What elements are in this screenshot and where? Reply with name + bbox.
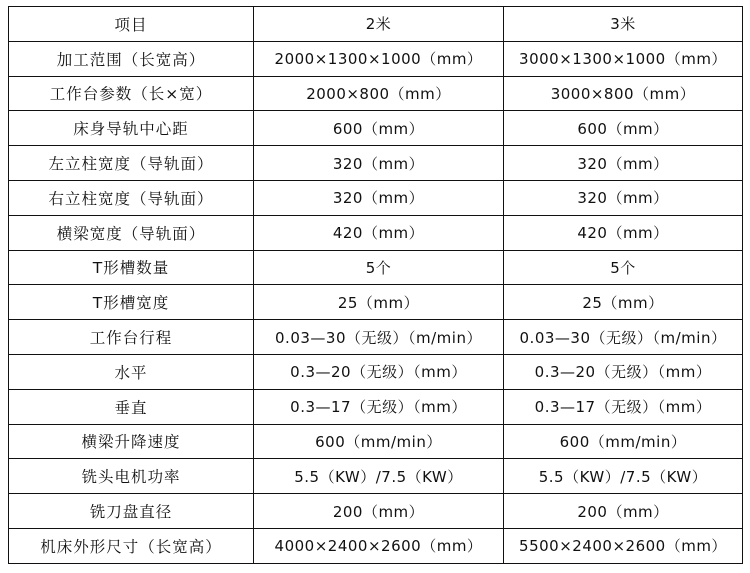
value-2m: 0.03—30（无级）（m/min）	[254, 320, 504, 355]
header-3m: 3米	[504, 7, 743, 42]
row-label: 工作台参数（长×宽）	[9, 76, 254, 111]
table-row	[9, 180, 743, 215]
value-2m: 25（mm）	[254, 285, 504, 320]
row-label: 加工范围（长宽高）	[9, 41, 254, 76]
value-3m: 0.03—30（无级）（m/min）	[504, 320, 743, 355]
value-3m: 5500×2400×2600（mm）	[504, 528, 743, 563]
table-row	[9, 285, 743, 320]
value-3m: 3000×800（mm）	[504, 76, 743, 111]
value-2m: 200（mm）	[254, 494, 504, 529]
row-label: 铣刀盘直径	[9, 494, 254, 529]
row-label: 铣头电机功率	[9, 459, 254, 494]
value-3m: 320（mm）	[504, 146, 743, 181]
value-2m: 0.3—17（无级）（mm）	[254, 389, 504, 424]
table-row	[9, 459, 743, 494]
table-row	[9, 111, 743, 146]
row-label: 横梁升降速度	[9, 424, 254, 459]
value-3m: 3000×1300×1000（mm）	[504, 41, 743, 76]
value-2m: 5个	[254, 250, 504, 285]
value-2m: 420（mm）	[254, 215, 504, 250]
table-row	[9, 494, 743, 529]
value-3m: 0.3—17（无级）（mm）	[504, 389, 743, 424]
table-row	[9, 250, 743, 285]
row-label: 横梁宽度（导轨面）	[9, 215, 254, 250]
table-row	[9, 320, 743, 355]
table-body	[9, 41, 743, 563]
table-row	[9, 41, 743, 76]
table-row	[9, 389, 743, 424]
header-2m: 2米	[254, 7, 504, 42]
value-2m: 320（mm）	[254, 146, 504, 181]
row-label: 水平	[9, 354, 254, 389]
row-label: 右立柱宽度（导轨面）	[9, 180, 254, 215]
value-3m: 5.5（KW）/7.5（KW）	[504, 459, 743, 494]
table-row	[9, 76, 743, 111]
value-2m: 2000×800（mm）	[254, 76, 504, 111]
row-label: 机床外形尺寸（长宽高）	[9, 528, 254, 563]
value-2m: 600（mm）	[254, 111, 504, 146]
value-3m: 25（mm）	[504, 285, 743, 320]
value-3m: 420（mm）	[504, 215, 743, 250]
value-2m: 4000×2400×2600（mm）	[254, 528, 504, 563]
value-3m: 5个	[504, 250, 743, 285]
table-row	[9, 528, 743, 563]
value-3m: 200（mm）	[504, 494, 743, 529]
spec-table	[8, 6, 743, 564]
value-2m: 600（mm/min）	[254, 424, 504, 459]
value-2m: 5.5（KW）/7.5（KW）	[254, 459, 504, 494]
value-2m: 2000×1300×1000（mm）	[254, 41, 504, 76]
header-row	[9, 7, 743, 42]
value-3m: 600（mm）	[504, 111, 743, 146]
value-2m: 0.3—20（无级）（mm）	[254, 354, 504, 389]
row-label: 左立柱宽度（导轨面）	[9, 146, 254, 181]
row-label: T形槽数量	[9, 250, 254, 285]
table-row	[9, 354, 743, 389]
value-2m: 320（mm）	[254, 180, 504, 215]
row-label: T形槽宽度	[9, 285, 254, 320]
value-3m: 600（mm/min）	[504, 424, 743, 459]
table-header	[9, 7, 743, 42]
header-item: 项目	[9, 7, 254, 42]
value-3m: 320（mm）	[504, 180, 743, 215]
row-label: 工作台行程	[9, 320, 254, 355]
value-3m: 0.3—20（无级）（mm）	[504, 354, 743, 389]
table-row	[9, 215, 743, 250]
table-row	[9, 424, 743, 459]
row-label: 垂直	[9, 389, 254, 424]
row-label: 床身导轨中心距	[9, 111, 254, 146]
table-row	[9, 146, 743, 181]
